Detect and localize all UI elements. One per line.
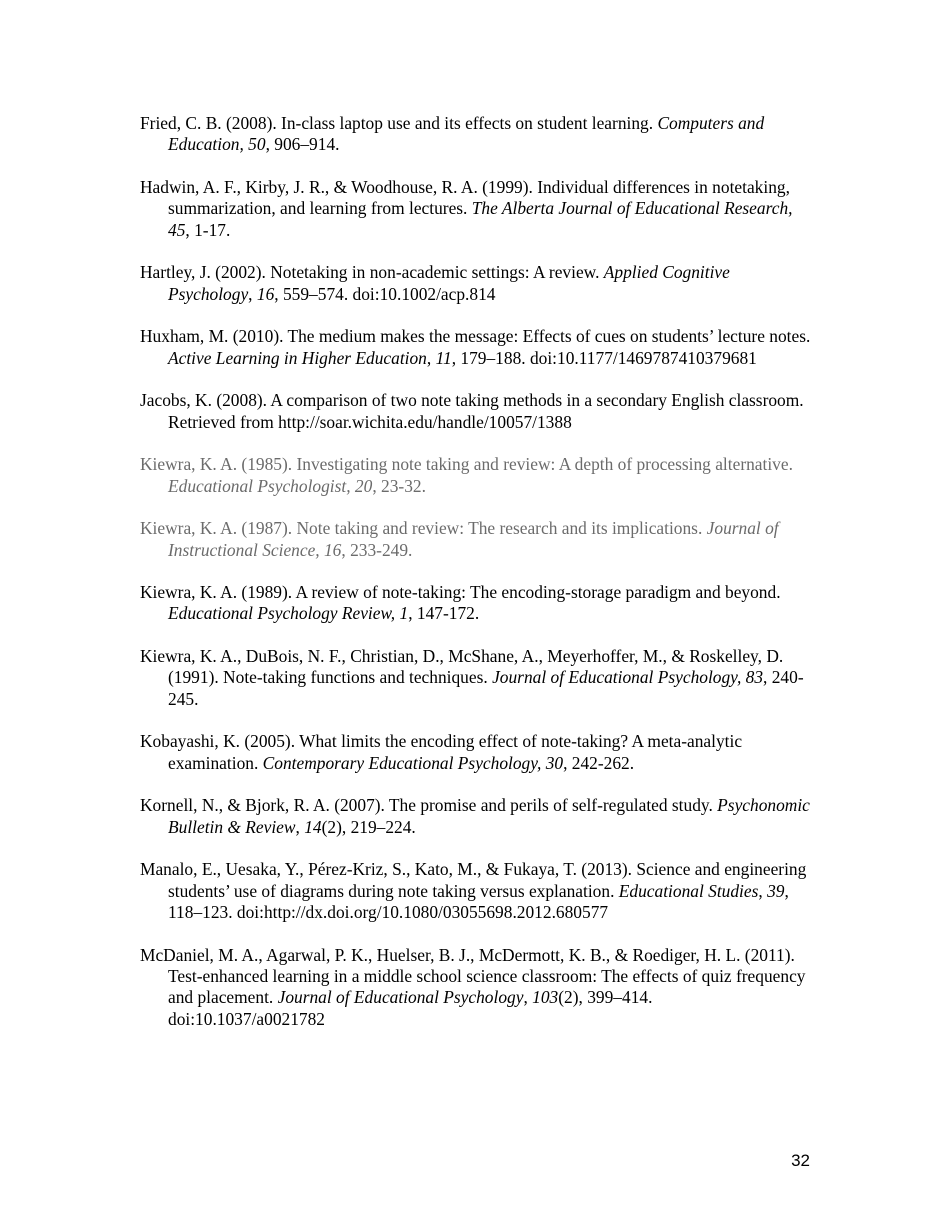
reference-text: , 242-262. [563, 752, 635, 773]
reference-text: Hartley, J. (2002). Notetaking in non-academic settings: A review. [140, 262, 604, 283]
reference-italic-text: Applied Cognitive Psychology [168, 262, 730, 304]
reference-text: Fried, C. B. (2008). In-class laptop use and its effects on student learning. [140, 113, 658, 133]
reference-italic-text: Computers and Education, 50 [168, 113, 765, 155]
reference-text: , 147-172. [408, 603, 480, 624]
reference-text: Hadwin, A. F., Kirby, J. R., & Woodhouse, R. A. (1999). Individual differences in notetaking, summarization, and learning from lectures. [140, 176, 790, 219]
reference-italic-text: 39 [767, 880, 785, 901]
reference-entry [140, 795, 812, 838]
reference-italic-text: Educational Studies [618, 880, 759, 901]
reference-entry [140, 177, 812, 241]
reference-italic-text: 16 [256, 283, 275, 304]
reference-entry [140, 454, 812, 497]
reference-entry [140, 262, 812, 305]
reference-entry [140, 390, 812, 433]
reference-text: , 906–914. [265, 134, 340, 155]
reference-text: Kiewra, K. A. (1989). A review of note-taking: The encoding-storage paradigm and beyond. [140, 582, 781, 603]
reference-italic-text: 11 [435, 347, 452, 368]
reference-italic-text: Active Learning in Higher Education [168, 347, 427, 368]
reference-text: , 1-17. [185, 219, 231, 240]
reference-entry [140, 326, 812, 369]
reference-entry [140, 113, 812, 156]
reference-italic-text: The Alberta Journal of Educational Research, 45 [168, 198, 793, 240]
page-number: 32 [791, 1151, 810, 1170]
reference-italic-text: Contemporary Educational Psychology, 30 [262, 752, 564, 773]
reference-text: Manalo, E., Uesaka, Y., Pérez-Kriz, S., Kato, M., & Fukaya, T. (2013). Science and engineering students’ use of diagrams during note taking versus explanation. [140, 859, 807, 901]
reference-text: , [523, 987, 533, 1008]
reference-text: Kiewra, K. A. (1985). Investigating note taking and review: A depth of processing alternative. [140, 454, 793, 475]
reference-text: Huxham, M. (2010). The medium makes the message: Effects of cues on students’ lecture notes. [140, 326, 811, 347]
reference-entry [140, 582, 812, 625]
reference-entry [140, 945, 812, 1030]
reference-entry [140, 646, 812, 710]
reference-text: Kobayashi, K. (2005). What limits the encoding effect of note-taking? A meta-analytic examination. [140, 731, 743, 773]
reference-text: , [758, 880, 768, 901]
reference-text: (2), 219–224. [321, 816, 416, 837]
reference-text: , [295, 816, 305, 837]
reference-text: , [426, 347, 436, 368]
reference-entry [140, 859, 812, 923]
reference-italic-text: Journal of Educational Psychology [277, 987, 524, 1008]
reference-text: , 559–574. doi:10.1002/acp.814 [274, 283, 496, 304]
reference-entry [140, 731, 812, 774]
reference-text: , 233-249. [341, 539, 413, 560]
reference-italic-text: Journal of Instructional Science, 16 [168, 518, 779, 560]
reference-text: Kornell, N., & Bjork, R. A. (2007). The promise and perils of self-regulated study. [140, 795, 718, 816]
reference-text: McDaniel, M. A., Agarwal, P. K., Huelser, B. J., McDermott, K. B., & Roediger, H. L. (2011). Test-enhanced learning in a middle school science classroom: The effects of quiz frequency and placement. [140, 944, 806, 1008]
reference-text: Jacobs, K. (2008). A comparison of two note taking methods in a secondary English classroom. Retrieved from http://soar.wichita.edu/handle/10057/1388 [140, 390, 804, 432]
reference-list [140, 113, 812, 1051]
reference-text: (2), 399–414. doi:10.1037/a0021782 [168, 987, 653, 1029]
reference-text: , [248, 283, 257, 304]
reference-text: , 179–188. doi:10.1177/1469787410379681 [451, 347, 757, 368]
reference-entry [140, 518, 812, 561]
reference-italic-text: Educational Psychologist, 20 [168, 475, 373, 496]
reference-text: , 240-245. [168, 667, 804, 709]
reference-italic-text: Journal of Educational Psychology, 83 [492, 667, 764, 688]
reference-text: Kiewra, K. A., DuBois, N. F., Christian, D., McShane, A., Meyerhoffer, M., & Roskelley, D. (1991). Note-taking functions and techniques. [140, 646, 784, 688]
reference-text: , 118–123. doi:http://dx.doi.org/10.1080/03055698.2012.680577 [168, 880, 789, 923]
reference-italic-text: Psychonomic Bulletin & Review [168, 795, 810, 837]
reference-italic-text: 14 [304, 816, 322, 837]
reference-italic-text: 103 [532, 987, 559, 1008]
reference-italic-text: Educational Psychology Review, 1 [168, 603, 409, 624]
reference-text: Kiewra, K. A. (1987). Note taking and review: The research and its implications. [140, 518, 707, 539]
reference-text: , 23-32. [372, 475, 426, 496]
